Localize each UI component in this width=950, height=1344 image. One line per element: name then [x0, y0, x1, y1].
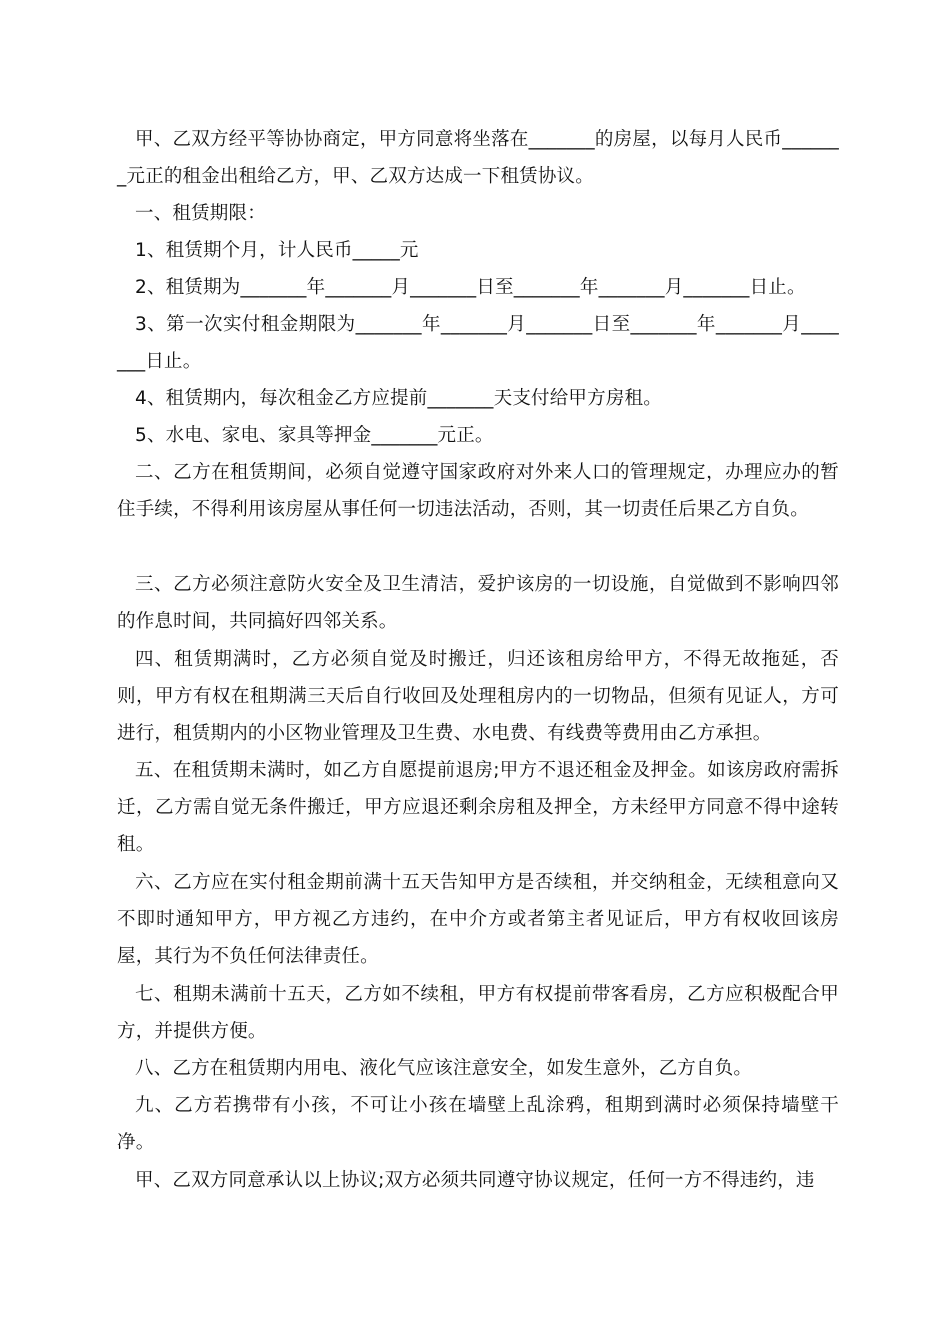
clause-1-2: 2、租赁期为_______年_______月_______日至_______年_______月_______日止。	[135, 277, 806, 298]
clause-4: 四、租赁期满时，乙方必须自觉及时搬迁，归还该租房给甲方，不得无故拖延，否则，甲方有权在租期满三天后自行收回及处理租房内的一切物品，但须有见证人，方可进行，租赁期内的小区物业管理及卫生费、水电费、有线费等费用由乙方承担。	[117, 649, 839, 744]
closing-agreement: 甲、乙双方同意承认以上协议;双方必须共同遵守协议规定，任何一方不得违约，违	[135, 1170, 815, 1191]
clause-9: 九、乙方若携带有小孩，不可让小孩在墙壁上乱涂鸦，租期到满时必须保持墙壁干净。	[117, 1095, 839, 1153]
clause-1-4: 4、租赁期内，每次租金乙方应提前_______天支付给甲方房租。	[135, 388, 662, 409]
clause-1-3: 3、第一次实付租金期限为_______年_______月_______日至_______年_______月_______日止。	[117, 314, 839, 372]
section-heading-lease-term: 一、租赁期限：	[135, 203, 266, 224]
clause-1-5: 5、水电、家电、家具等押金_______元正。	[135, 425, 494, 446]
clause-6: 六、乙方应在实付租金期前满十五天告知甲方是否续租，并交纳租金，无续租意向又不即时通知甲方，甲方视乙方违约，在中介方或者第主者见证后，甲方有权收回该房屋，其行为不负任何法律责任。	[117, 872, 839, 967]
clause-8: 八、乙方在租赁期内用电、液化气应该注意安全，如发生意外，乙方自负。	[135, 1058, 753, 1079]
clause-1-1: 1、租赁期个月，计人民币_____元	[135, 240, 419, 261]
paragraph-intro: 甲、乙双方经平等协协商定，甲方同意将坐落在_______的房屋，以每月人民币_______元正的租金出租给乙方，甲、乙双方达成一下租赁协议。	[117, 129, 839, 187]
clause-2: 二、乙方在租赁期间，必须自觉遵守国家政府对外来人口的管理规定，办理应办的暂住手续，不得利用该房屋从事任何一切违法活动，否则，其一切责任后果乙方自负。	[117, 462, 839, 520]
clause-5: 五、在租赁期未满时，如乙方自愿提前退房;甲方不退还租金及押金。如该房政府需拆迁，乙方需自觉无条件搬迁，甲方应退还剩余房租及押全，方未经甲方同意不得中途转租。	[117, 760, 839, 855]
clause-7: 七、租期未满前十五天，乙方如不续租，甲方有权提前带客看房，乙方应积极配合甲方，并提供方便。	[117, 984, 839, 1042]
clause-3: 三、乙方必须注意防火安全及卫生清洁，爱护该房的一切设施，自觉做到不影响四邻的作息时间，共同搞好四邻关系。	[117, 574, 839, 632]
